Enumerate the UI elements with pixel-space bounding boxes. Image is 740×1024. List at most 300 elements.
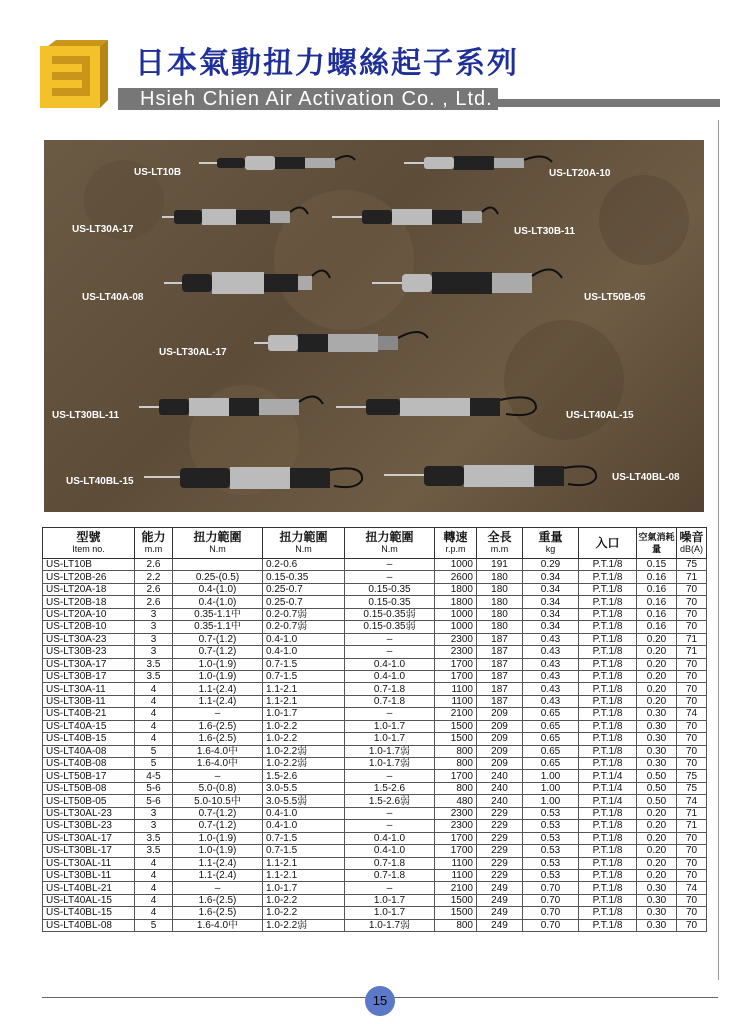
table-cell: 0.70 xyxy=(523,907,579,919)
table-cell: 1.6-(2.5) xyxy=(173,894,263,906)
photo-texture xyxy=(44,140,704,512)
table-cell: 3 xyxy=(135,608,173,620)
table-cell: 1.6-(2.5) xyxy=(173,720,263,732)
table-cell: 0.35-1.1中 xyxy=(173,608,263,620)
table-cell: US-LT30BL-23 xyxy=(43,820,135,832)
table-cell: 187 xyxy=(477,658,523,670)
table-cell: 4 xyxy=(135,708,173,720)
table-cell: 1000 xyxy=(435,608,477,620)
table-cell: – xyxy=(345,770,435,782)
spec-table xyxy=(42,527,707,932)
table-cell: 209 xyxy=(477,708,523,720)
table-row xyxy=(43,621,707,633)
table-cell: 0.7-1.8 xyxy=(345,869,435,881)
column-header-cn: 扭力範圍 xyxy=(365,530,414,544)
table-cell: 0.30 xyxy=(637,919,677,931)
table-row xyxy=(43,907,707,919)
table-cell: US-LT40BL-21 xyxy=(43,882,135,894)
table-cell: 75 xyxy=(677,770,707,782)
table-cell: 1.0-1.7 xyxy=(263,882,345,894)
table-cell: 480 xyxy=(435,795,477,807)
table-cell: 0.25-(0.5) xyxy=(173,571,263,583)
table-cell: 0.50 xyxy=(637,770,677,782)
column-header xyxy=(263,528,345,559)
column-header xyxy=(345,528,435,559)
table-cell: 209 xyxy=(477,720,523,732)
table-cell: – xyxy=(345,882,435,894)
column-header-unit: N.m xyxy=(295,544,312,554)
table-cell: 0.30 xyxy=(637,907,677,919)
table-cell: 0.15-0.35 xyxy=(345,583,435,595)
table-cell: US-LT50B-08 xyxy=(43,782,135,794)
table-cell: 1.0-1.7 xyxy=(345,907,435,919)
table-cell: US-LT40B-21 xyxy=(43,708,135,720)
table-cell: 1.0-2.2 xyxy=(263,907,345,919)
table-cell: P.T.1/8 xyxy=(579,857,637,869)
table-row xyxy=(43,695,707,707)
table-cell: 70 xyxy=(677,658,707,670)
table-cell: 0.20 xyxy=(637,857,677,869)
table-cell: 187 xyxy=(477,633,523,645)
table-row xyxy=(43,894,707,906)
table-cell: US-LT40BL-08 xyxy=(43,919,135,931)
table-cell: 3 xyxy=(135,807,173,819)
table-cell: 0.4-1.0 xyxy=(263,633,345,645)
table-cell: 3 xyxy=(135,633,173,645)
table-cell: 0.15-0.35 xyxy=(263,571,345,583)
table-cell: 800 xyxy=(435,782,477,794)
table-cell: 0.20 xyxy=(637,832,677,844)
table-cell: – xyxy=(173,882,263,894)
table-cell: 209 xyxy=(477,733,523,745)
table-cell: 1.1-2.1 xyxy=(263,869,345,881)
photo-label-7: US-LT30AL-17 xyxy=(159,347,227,358)
column-header-cn: 空氣消耗量 xyxy=(638,532,675,554)
table-cell: 187 xyxy=(477,670,523,682)
table-cell: US-LT50B-05 xyxy=(43,795,135,807)
tool-image-us-lt40bl-15 xyxy=(144,460,374,498)
table-cell: 0.7-1.5 xyxy=(263,670,345,682)
table-cell: US-LT20B-10 xyxy=(43,621,135,633)
table-cell: 1.0-2.2弱 xyxy=(263,758,345,770)
table-cell: 209 xyxy=(477,745,523,757)
table-cell: 0.43 xyxy=(523,658,579,670)
column-header-cn: 扭力範圍 xyxy=(193,530,242,544)
table-row xyxy=(43,683,707,695)
table-cell: P.T.1/8 xyxy=(579,907,637,919)
table-cell: 70 xyxy=(677,583,707,595)
table-cell: 0.53 xyxy=(523,832,579,844)
table-cell: P.T.1/8 xyxy=(579,670,637,682)
tool-image-us-lt30b-11 xyxy=(332,204,502,234)
table-cell: 0.34 xyxy=(523,608,579,620)
table-cell: 0.4-(1.0) xyxy=(173,583,263,595)
table-cell: 0.7-1.5 xyxy=(263,658,345,670)
table-cell: P.T.1/8 xyxy=(579,882,637,894)
table-cell: 1.6-4.0中 xyxy=(173,758,263,770)
product-photo xyxy=(44,140,704,512)
table-cell: 191 xyxy=(477,559,523,571)
table-cell: 180 xyxy=(477,571,523,583)
table-cell: P.T.1/8 xyxy=(579,559,637,571)
table-cell: 70 xyxy=(677,733,707,745)
table-cell: 4 xyxy=(135,695,173,707)
photo-label-9: US-LT40AL-15 xyxy=(566,410,634,421)
table-cell: 249 xyxy=(477,907,523,919)
table-cell: 70 xyxy=(677,720,707,732)
table-cell: 1.0-2.2弱 xyxy=(263,919,345,931)
table-cell: 1.0-1.7 xyxy=(263,708,345,720)
table-cell: US-LT30A-17 xyxy=(43,658,135,670)
table-row xyxy=(43,583,707,595)
table-cell: 1.0-(1.9) xyxy=(173,658,263,670)
table-cell: 3 xyxy=(135,820,173,832)
table-cell: 180 xyxy=(477,583,523,595)
table-cell: 1.00 xyxy=(523,770,579,782)
table-cell: 70 xyxy=(677,670,707,682)
tool-image-us-lt40al-15 xyxy=(336,392,546,426)
table-cell: P.T.1/8 xyxy=(579,571,637,583)
table-cell: 0.20 xyxy=(637,820,677,832)
table-cell: 71 xyxy=(677,820,707,832)
table-cell: 70 xyxy=(677,683,707,695)
table-cell: 0.30 xyxy=(637,758,677,770)
column-header xyxy=(435,528,477,559)
table-cell: 2100 xyxy=(435,882,477,894)
table-cell: US-LT30BL-17 xyxy=(43,845,135,857)
column-header-unit: m.m xyxy=(490,544,509,554)
table-cell: 0.15-0.35弱 xyxy=(345,621,435,633)
column-header-cn: 能力 xyxy=(141,530,166,544)
table-cell: 1700 xyxy=(435,670,477,682)
table-cell: 4 xyxy=(135,683,173,695)
table-cell: 2.6 xyxy=(135,559,173,571)
photo-label-8: US-LT30BL-11 xyxy=(52,410,120,421)
table-cell: 0.20 xyxy=(637,869,677,881)
table-cell: 0.4-1.0 xyxy=(263,807,345,819)
tool-image-us-lt30al-17 xyxy=(254,328,434,362)
table-cell: 209 xyxy=(477,758,523,770)
table-cell: 2300 xyxy=(435,633,477,645)
table-cell: P.T.1/8 xyxy=(579,820,637,832)
column-header xyxy=(637,528,677,559)
table-row xyxy=(43,807,707,819)
table-cell: 4 xyxy=(135,907,173,919)
table-cell: 0.7-(1.2) xyxy=(173,807,263,819)
table-cell: 2300 xyxy=(435,646,477,658)
table-cell: 4 xyxy=(135,733,173,745)
table-cell: 0.65 xyxy=(523,758,579,770)
table-cell: 229 xyxy=(477,869,523,881)
table-cell: 0.4-1.0 xyxy=(345,845,435,857)
table-cell: P.T.1/8 xyxy=(579,683,637,695)
table-cell: 240 xyxy=(477,795,523,807)
table-cell: 0.65 xyxy=(523,733,579,745)
table-cell: 1.0-1.7 xyxy=(345,733,435,745)
table-cell: 0.65 xyxy=(523,720,579,732)
table-cell: 1700 xyxy=(435,845,477,857)
table-cell: P.T.1/8 xyxy=(579,708,637,720)
table-cell: 3.5 xyxy=(135,658,173,670)
table-cell: 71 xyxy=(677,633,707,645)
table-cell: P.T.1/8 xyxy=(579,646,637,658)
table-cell: 0.70 xyxy=(523,919,579,931)
table-body xyxy=(43,559,707,932)
table-row xyxy=(43,758,707,770)
table-cell: 0.53 xyxy=(523,845,579,857)
page-title: 日本氣動扭力螺絲起子系列 xyxy=(135,46,519,81)
table-cell: P.T.1/8 xyxy=(579,658,637,670)
column-header xyxy=(135,528,173,559)
table-cell: 0.16 xyxy=(637,583,677,595)
table-cell: P.T.1/8 xyxy=(579,633,637,645)
table-row xyxy=(43,745,707,757)
table-cell: US-LT20B-26 xyxy=(43,571,135,583)
column-header-unit: dB(A) xyxy=(679,544,703,554)
table-cell: 1.00 xyxy=(523,782,579,794)
table-cell: 0.20 xyxy=(637,807,677,819)
column-header-unit: kg xyxy=(545,544,556,554)
table-cell: 0.34 xyxy=(523,596,579,608)
table-cell: – xyxy=(345,571,435,583)
table-cell: 2600 xyxy=(435,571,477,583)
table-cell: 249 xyxy=(477,894,523,906)
table-row xyxy=(43,708,707,720)
table-cell: 1.5-2.6弱 xyxy=(345,795,435,807)
table-cell: 1.6-4.0中 xyxy=(173,745,263,757)
table-cell: 1.0-(1.9) xyxy=(173,845,263,857)
table-cell: 0.2-0.7弱 xyxy=(263,621,345,633)
table-cell: 0.43 xyxy=(523,683,579,695)
table-cell: 0.25-0.7 xyxy=(263,596,345,608)
table-cell: 3 xyxy=(135,621,173,633)
table-cell: 1.0-1.7 xyxy=(345,720,435,732)
column-header-unit: r.p.m xyxy=(445,544,466,554)
table-cell: 0.53 xyxy=(523,869,579,881)
table-row xyxy=(43,670,707,682)
table-cell: 0.16 xyxy=(637,596,677,608)
table-cell: P.T.1/8 xyxy=(579,919,637,931)
table-cell: 4 xyxy=(135,894,173,906)
table-cell: 0.29 xyxy=(523,559,579,571)
table-cell: P.T.1/8 xyxy=(579,894,637,906)
table-cell: 0.30 xyxy=(637,733,677,745)
table-cell: 2300 xyxy=(435,807,477,819)
table-cell: US-LT40A-08 xyxy=(43,745,135,757)
table-cell: 1.1-2.1 xyxy=(263,695,345,707)
table-cell: – xyxy=(345,807,435,819)
table-cell: 3.5 xyxy=(135,832,173,844)
table-cell: 1.1-2.1 xyxy=(263,857,345,869)
table-cell: 1.6-(2.5) xyxy=(173,733,263,745)
tool-image-us-lt10b xyxy=(199,152,359,178)
table-cell: P.T.1/8 xyxy=(579,596,637,608)
column-header-cn: 噪音 xyxy=(679,530,704,544)
table-cell: 0.50 xyxy=(637,795,677,807)
column-header-unit: N.m xyxy=(381,544,398,554)
table-cell: 2100 xyxy=(435,708,477,720)
header-rule xyxy=(498,99,720,107)
table-cell: 1000 xyxy=(435,559,477,571)
table-row xyxy=(43,559,707,571)
table-cell: 70 xyxy=(677,621,707,633)
table-header-row xyxy=(43,528,707,559)
table-row xyxy=(43,571,707,583)
column-header xyxy=(477,528,523,559)
table-cell: 4-5 xyxy=(135,770,173,782)
table-cell: 1800 xyxy=(435,583,477,595)
table-cell: 1.6-4.0中 xyxy=(173,919,263,931)
table-cell: US-LT40A-15 xyxy=(43,720,135,732)
table-row xyxy=(43,845,707,857)
table-cell: 1700 xyxy=(435,658,477,670)
table-cell: 0.4-1.0 xyxy=(345,658,435,670)
table-cell: 5 xyxy=(135,745,173,757)
table-cell: US-LT20A-18 xyxy=(43,583,135,595)
table-cell: US-LT30B-23 xyxy=(43,646,135,658)
table-cell: 0.2-0.6 xyxy=(263,559,345,571)
table-cell: 1.1-(2.4) xyxy=(173,695,263,707)
table-cell: 2.2 xyxy=(135,571,173,583)
table-cell: 229 xyxy=(477,857,523,869)
table-cell: 4 xyxy=(135,720,173,732)
table-cell: P.T.1/4 xyxy=(579,795,637,807)
table-cell: US-LT30A-23 xyxy=(43,633,135,645)
table-cell: US-LT30A-11 xyxy=(43,683,135,695)
table-cell: 0.16 xyxy=(637,608,677,620)
table-cell: P.T.1/8 xyxy=(579,758,637,770)
table-cell: P.T.1/8 xyxy=(579,733,637,745)
table-cell: 1700 xyxy=(435,832,477,844)
table-cell: 70 xyxy=(677,894,707,906)
table-cell: US-LT10B xyxy=(43,559,135,571)
column-header-unit: m.m xyxy=(144,544,163,554)
table-row xyxy=(43,770,707,782)
table-cell: US-LT40BL-15 xyxy=(43,907,135,919)
table-cell: 240 xyxy=(477,770,523,782)
column-header xyxy=(523,528,579,559)
table-cell: 2300 xyxy=(435,820,477,832)
right-border-line xyxy=(718,120,719,980)
tool-image-us-lt30a-17 xyxy=(162,204,312,234)
table-cell: 75 xyxy=(677,559,707,571)
table-cell: 3.0-5.5弱 xyxy=(263,795,345,807)
table-cell: 1.5-2.6 xyxy=(345,782,435,794)
table-cell: 2.6 xyxy=(135,596,173,608)
table-cell: US-LT30AL-17 xyxy=(43,832,135,844)
table-cell: 0.43 xyxy=(523,695,579,707)
table-cell: 70 xyxy=(677,907,707,919)
table-cell: 0.34 xyxy=(523,621,579,633)
table-cell: – xyxy=(345,708,435,720)
table-cell: 0.30 xyxy=(637,745,677,757)
table-row xyxy=(43,782,707,794)
table-cell: 0.2-0.7弱 xyxy=(263,608,345,620)
table-cell: P.T.1/4 xyxy=(579,782,637,794)
table-row xyxy=(43,608,707,620)
table-cell: 0.4-1.0 xyxy=(345,832,435,844)
table-row xyxy=(43,882,707,894)
table-cell: 70 xyxy=(677,596,707,608)
table-cell: 5.0-(0.8) xyxy=(173,782,263,794)
table-cell: 800 xyxy=(435,919,477,931)
table-cell: – xyxy=(173,708,263,720)
table-cell: 1100 xyxy=(435,683,477,695)
table-cell: 1.1-(2.4) xyxy=(173,857,263,869)
table-cell: US-LT30BL-11 xyxy=(43,869,135,881)
table-cell: – xyxy=(345,559,435,571)
column-header xyxy=(43,528,135,559)
table-cell: P.T.1/8 xyxy=(579,608,637,620)
table-cell: 1500 xyxy=(435,907,477,919)
page-number: 15 xyxy=(365,986,395,1016)
table-cell: 180 xyxy=(477,608,523,620)
table-cell: 74 xyxy=(677,708,707,720)
table-cell: 4 xyxy=(135,869,173,881)
table-cell: 1.5-2.6 xyxy=(263,770,345,782)
table-cell: 1100 xyxy=(435,695,477,707)
table-cell: 0.43 xyxy=(523,670,579,682)
table-cell: 0.20 xyxy=(637,683,677,695)
table-cell: 1.1-(2.4) xyxy=(173,683,263,695)
table-cell: 240 xyxy=(477,782,523,794)
table-cell: 75 xyxy=(677,782,707,794)
tool-image-us-lt40bl-08 xyxy=(384,458,604,496)
tool-image-us-lt30bl-11 xyxy=(139,392,329,426)
table-cell: 1.0-2.2 xyxy=(263,894,345,906)
table-cell: – xyxy=(345,633,435,645)
table-cell: 1100 xyxy=(435,857,477,869)
table-cell: 249 xyxy=(477,919,523,931)
table-cell: 1.0-(1.9) xyxy=(173,832,263,844)
table-cell: 71 xyxy=(677,807,707,819)
table-cell: US-LT40B-08 xyxy=(43,758,135,770)
table-cell: 1800 xyxy=(435,596,477,608)
table-cell: 71 xyxy=(677,571,707,583)
table-cell: 0.4-(1.0) xyxy=(173,596,263,608)
table-cell: 1500 xyxy=(435,733,477,745)
table-cell: US-LT20A-10 xyxy=(43,608,135,620)
table-cell: – xyxy=(345,820,435,832)
column-header xyxy=(677,528,707,559)
column-header xyxy=(579,528,637,559)
table-cell: 3 xyxy=(135,646,173,658)
table-cell: P.T.1/8 xyxy=(579,745,637,757)
table-cell: 0.70 xyxy=(523,882,579,894)
table-row xyxy=(43,633,707,645)
table-cell: 0.16 xyxy=(637,621,677,633)
table-cell: 800 xyxy=(435,745,477,757)
table-cell: US-LT20B-18 xyxy=(43,596,135,608)
table-cell: 1.0-2.2 xyxy=(263,720,345,732)
column-header-cn: 入口 xyxy=(595,536,620,550)
table-cell: US-LT30B-17 xyxy=(43,670,135,682)
table-cell: 0.30 xyxy=(637,708,677,720)
table-cell: 1000 xyxy=(435,621,477,633)
table-cell: P.T.1/4 xyxy=(579,770,637,782)
column-header-unit: Item no. xyxy=(72,544,105,554)
photo-label-5: US-LT40A-08 xyxy=(82,292,144,303)
table-row xyxy=(43,919,707,931)
table-cell: 70 xyxy=(677,869,707,881)
table-cell: 0.34 xyxy=(523,571,579,583)
table-cell: 1.1-(2.4) xyxy=(173,869,263,881)
table-cell: 1500 xyxy=(435,720,477,732)
table-cell: 0.50 xyxy=(637,782,677,794)
table-cell: 1.1-2.1 xyxy=(263,683,345,695)
photo-label-11: US-LT40BL-08 xyxy=(612,472,680,483)
table-cell: P.T.1/8 xyxy=(579,720,637,732)
